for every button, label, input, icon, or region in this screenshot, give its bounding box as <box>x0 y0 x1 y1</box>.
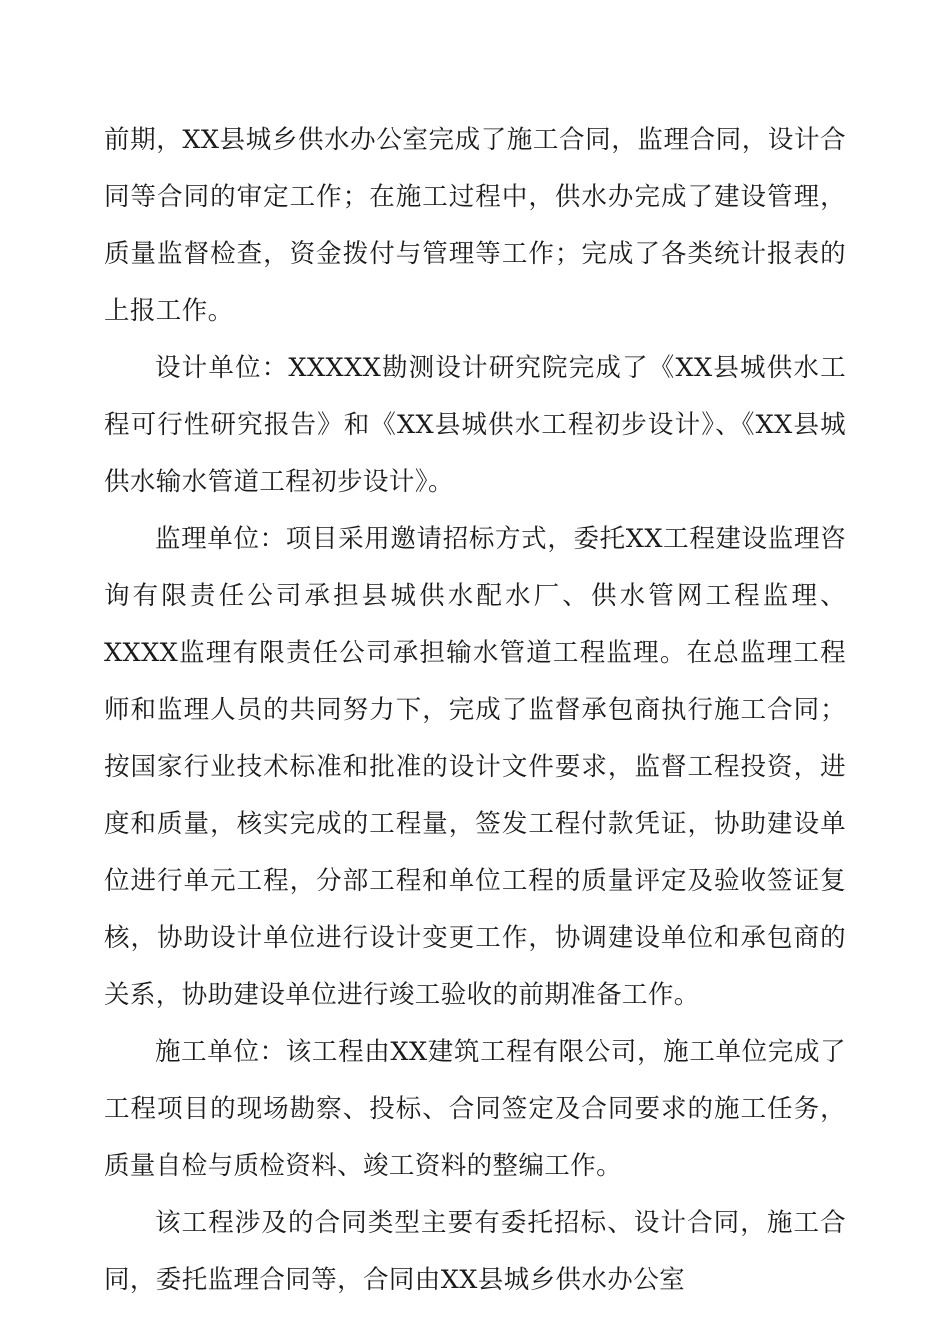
paragraph-1: 前期，XX县城乡供水办公室完成了施工合同，监理合同，设计合同等合同的审定工作；在施工过程中，供水办完成了建设管理，质量监督检查，资金拨付与管理等工作；完成了各类统计报表的上报工作。 <box>104 125 846 326</box>
document-body <box>104 112 846 1309</box>
paragraph-5: 该工程涉及的合同类型主要有委托招标、设计合同，施工合同，委托监理合同等，合同由XX县城乡供水办公室 <box>104 1208 846 1295</box>
paragraph-4: 施工单位：该工程由XX建筑工程有限公司，施工单位完成了工程项目的现场勘察、投标、合同签定及合同要求的施工任务，质量自检与质检资料、竣工资料的整编工作。 <box>104 1037 846 1181</box>
paragraph-3: 监理单位：项目采用邀请招标方式，委托XX工程建设监理咨询有限责任公司承担县城供水配水厂、供水管网工程监理、XXXX监理有限责任公司承担输水管道工程监理。在总监理工程师和监理人员的共同努力下，完成了监督承包商执行施工合同；按国家行业技术标准和批准的设计文件要求，监督工程投资，进度和质量，核实完成的工程量，签发工程付款凭证，协助建设单位进行单元工程，分部工程和单位工程的质量评定及验收签证复核，协助设计单位进行设计变更工作，协调建设单位和承包商的关系，协助建设单位进行竣工验收的前期准备工作。 <box>104 524 846 1010</box>
paragraph-2: 设计单位：XXXXX勘测设计研究院完成了《XX县城供水工程可行性研究报告》和《XX县城供水工程初步设计》、《XX县城供水输水管道工程初步设计》。 <box>104 353 846 497</box>
